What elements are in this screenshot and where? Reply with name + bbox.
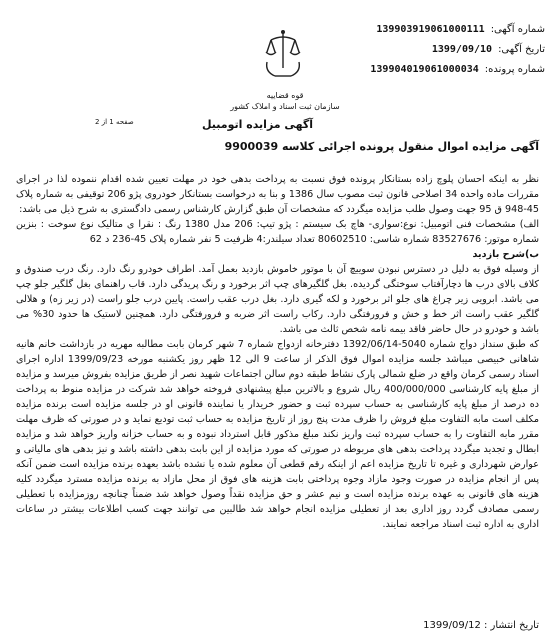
page-number: صفحه 1 از 2: [95, 118, 134, 126]
ad-date-label: تاریخ آگهی:: [498, 44, 545, 55]
judiciary-emblem: [253, 28, 313, 98]
paragraph-intro: نظر به اینکه احسان پلوچ زاده بستانکار پرونده فوق نسبت به پرداخت بدهی خود در مهلت تعیین شده اقدام ننموده لذا در اجرای مقررات ماده واحده 34 اصلاحی قانون ثبت مصوب سال 1386 و بنا به درخواست بستانکار خودروی پژو 206 توقیفی به شماره پلاک 45-948 ق 95 جهت وصول طلب مزایده میگردد که مشخصات آن طبق گزارش کارشناس رسمی دادگستری به شرح ذیل می باشد:: [16, 174, 539, 215]
case-number-label: شماره پرونده:: [484, 64, 545, 75]
emblem-caption: [225, 90, 345, 112]
ad-number-label: شماره آگهی:: [490, 24, 545, 35]
paragraph-specs: الف) مشخصات فنی اتومبیل: نوع:سواری- هاچ بک سیستم : پژو تیپ: 206 مدل 1380 رنگ : نقرا ی متالیک نوع سوخت : بنزین شماره موتور: 83527676 شماره شاسی: 80602510 تعداد سیلندر:4 ظرفیت 5 نفر شماره پلاک 45-236 د 62: [16, 219, 539, 245]
judiciary-emblem-icon: [261, 28, 305, 80]
ad-number-line: [325, 20, 545, 40]
paragraph-inspection: از وسیله فوق به دلیل در دسترس نبودن سوییچ آن با موتور خاموش بازدید بعمل آمد. اطراف خودرو رنگ دارد. رنگ درب صندوق و کلاف بالای درب ها دچارآفتاب سوختگی گردیده. بغل گلگیرهای چپ اثر برخورد و رنگ پریدگی دارد. قاب راهنمای بغل گلگیر جلو چپ می باشد. ابرویی زیر چراغ های جلو اثر برخورد و لکه گیری دارد. بغل درب عقب راست. پایین درب جلو راست (در زیر زه) و هلالی گلگیر عقب راست اثر خط و خش و فرورفتگی دارد. رکاب راست اثر ضربه و فرورفتگی دارد. همچنین لاستیک ها حدود 30% می باشد و خودرو در حال حاضر فاقد بیمه نامه شخص ثالث می باشد.: [16, 264, 539, 335]
case-number-line: [325, 60, 545, 80]
publish-date-label: تاریخ انتشار :: [484, 620, 539, 631]
ad-number: 139903919061000111: [376, 24, 485, 35]
paragraph-terms: که طبق سنداز دواج شماره 5040-1392/06/14 دفترخانه ازدواج شماره 7 شهر کرمان بابت مطالبه مهریه در بازداشت خانم هانیه شاهانی خبیصی میباشد جلسه مزایده اموال فوق الذکر از ساعت 9 الی 12 ظهر روز یکشنبه مورخه 1399/09/23 اداره اجرای اسناد رسمی کرمان واقع در ضلع شمالی پارک نشاط طبقه دوم سالن اجتماعات شهید نصر از طریق مزایده بفروش میرسد و مزایده از مبلغ پایه کارشناسی 400/000/000 ریال شروع و بالاترین مبلغ پیشنهادی فروخته خواهد شد شرکت در مزایده منوط به پرداخت ده درصد از مبلغ پایه کارشناسی به حساب سپرده ثبت و حضور خریدار یا نماینده قانونی او در جلسه مزایده است برنده مزایده مکلف است مابه التفاوت مبلغ فروش را ظرف مدت پنج روز از تاریخ مزایده به حساب ثبت تودیع نماید و در صورتی که ظرف مهلت مقرر مابه التفاوت را به حساب سپرده ثبت واریز نکند مبلغ مذکور قابل استرداد نبوده و به حساب خزانه واریز خواهد شد و مزایده ابطال و تجدید میگردد پرداخت بدهی های مربوطه در صورتی که مورد مزایده از این بابت بدهی داشته باشد و نیز بدهی های مالیاتی و عوارض شهرداری و غیره تا تاریخ مزایده اعم از اینکه رقم قطعی آن معلوم شده یا نشده باشد بعهده برنده مزایده است ضمن آنکه پس از انجام مزایده در صورت وجود مازاد وجوه پرداختی بابت هزینه های فوق از محل مازاد به برنده مزایده مسترد میگردد کلیه هزینه های قانونی به عهده برنده مزایده است و نیم عشر و حق مزایده نقداً وصول خواهد شد ضمناً چنانچه روزمزایده با تعطیلی رسمی مصادف گردد روز اداری بعد از تعطیلی مزایده انجام خواهد شد طالبین می توانند جهت کسب اطلاعات بیشتر در ساعات اداری به اداره ثبت اسناد مراجعه نمایند.: [16, 339, 540, 530]
ad-date-line: [325, 40, 545, 60]
ad-meta: [325, 20, 545, 80]
page-title: آگهی مزایده اتومبیل: [201, 118, 313, 131]
notice-body: [16, 172, 539, 532]
ad-date: 1399/09/10: [431, 44, 493, 55]
case-number: 139904019061000034: [370, 64, 479, 75]
publish-date: 1399/09/12: [423, 620, 481, 631]
emblem-caption-org: سازمان ثبت اسناد و املاک کشور: [230, 102, 340, 111]
page-subtitle: آگهی مزایده اموال منقول پرونده اجرائی کلاسه 9900039: [224, 140, 539, 153]
emblem-caption-judiciary: قوه قضاییه: [266, 91, 304, 100]
publish-date-line: [423, 620, 539, 631]
inspection-heading: ب)شرح بازدید: [472, 249, 539, 260]
